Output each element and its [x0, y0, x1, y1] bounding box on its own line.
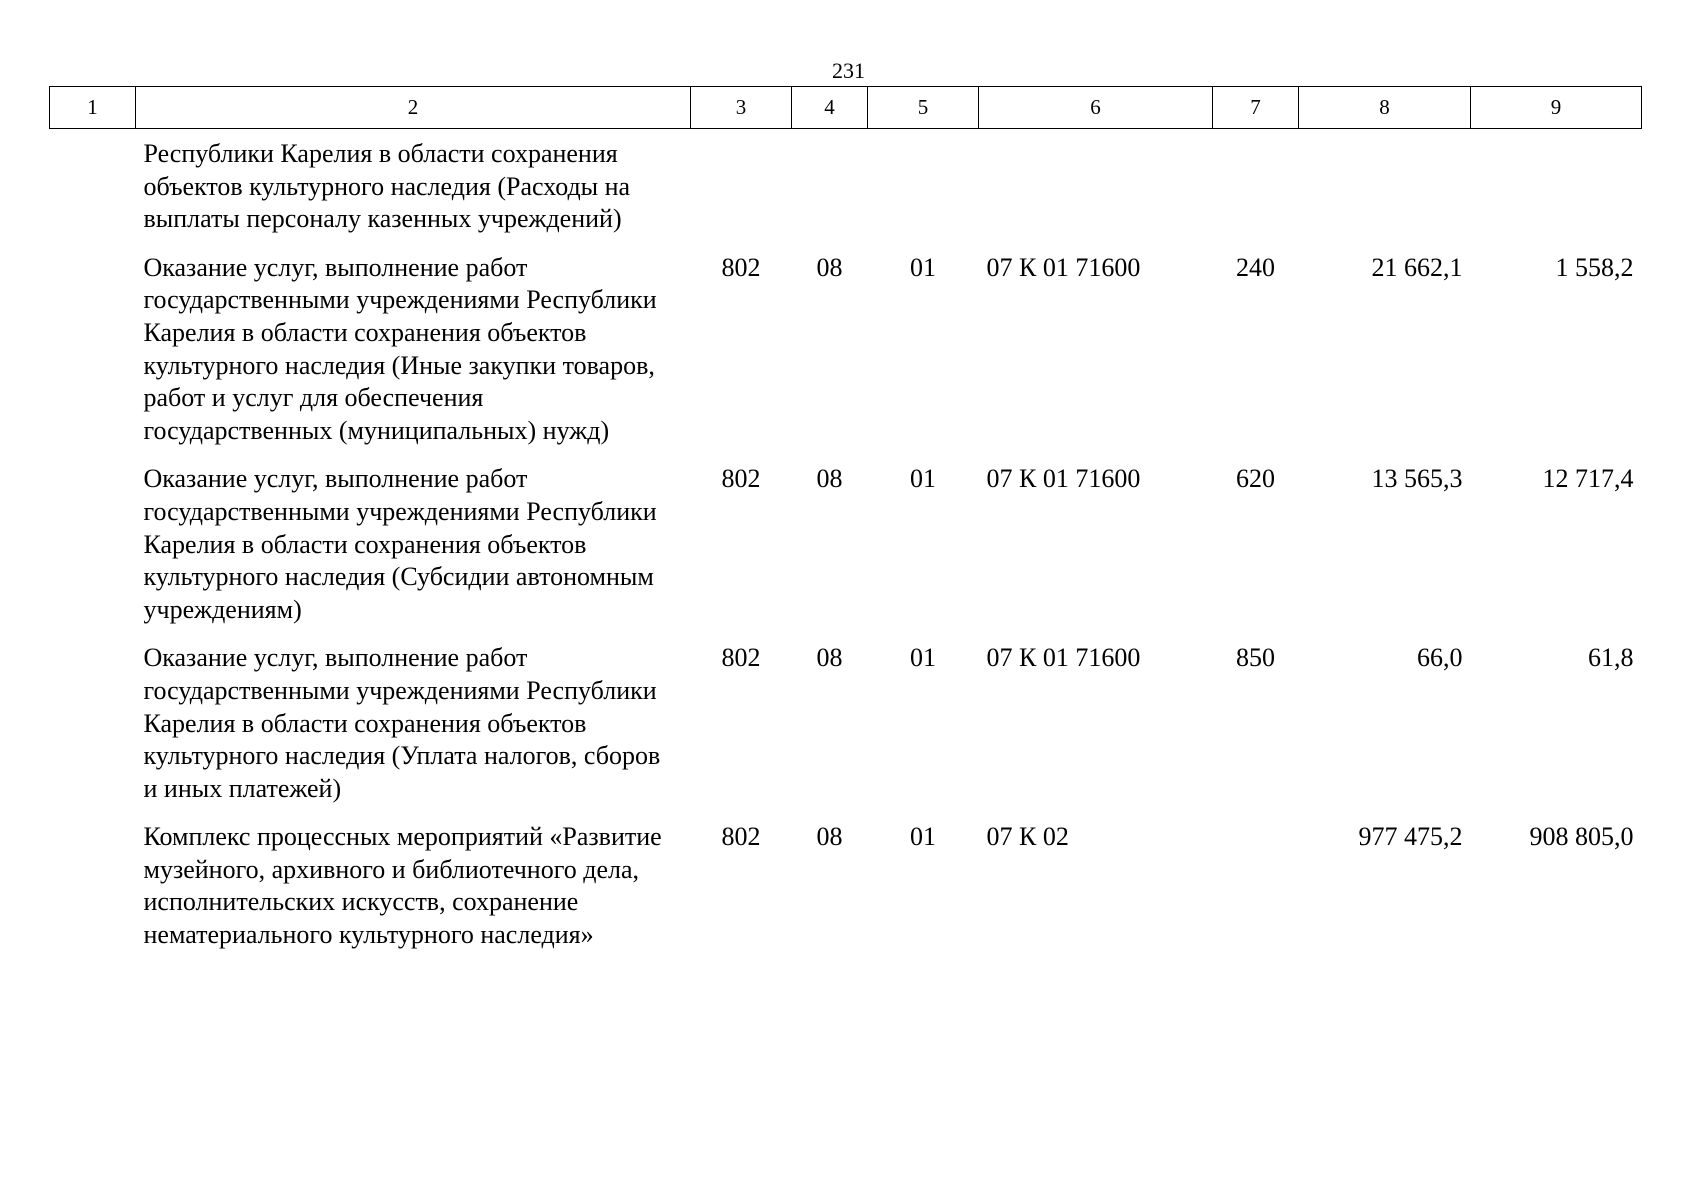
cell-description: Республики Карелия в области сохранения объектов культурного наследия (Расходы на выплаты персоналу казенных учреждений): [143, 139, 631, 234]
cell-target-article: [979, 129, 1213, 252]
cell-ministry-code: 802: [721, 464, 761, 494]
table-body: [50, 129, 1642, 952]
cell-section: 08: [816, 252, 843, 282]
cell-amount-8: 13 565,3: [1371, 464, 1463, 494]
cell-num: [50, 252, 136, 464]
cell-amount-9: 1 558,2: [1555, 252, 1634, 282]
cell-section: [792, 129, 868, 252]
table-row: [50, 821, 1642, 951]
cell-expense-type: 240: [1236, 252, 1275, 282]
table-row: [50, 252, 1642, 464]
header-col-9: 9: [1471, 87, 1642, 129]
table-row: [50, 463, 1642, 642]
cell-ministry-code: [691, 129, 792, 252]
cell-description: Оказание услуг, выполнение работ государственными учреждениями Республики Карелия в области сохранения объектов культурного наследия (Уплата налогов, сборов и иных платежей): [143, 643, 661, 803]
cell-section: 08: [816, 464, 843, 494]
cell-subsection: 01: [910, 252, 936, 282]
cell-target-article: 07 К 01 71600: [986, 252, 1141, 282]
budget-table: [49, 86, 1642, 952]
cell-section: 08: [816, 643, 843, 673]
header-col-3: 3: [691, 87, 792, 129]
cell-expense-type: 620: [1236, 464, 1275, 494]
header-col-8: 8: [1299, 87, 1471, 129]
cell-target-article: 07 К 01 71600: [986, 464, 1141, 494]
header-col-6: 6: [979, 87, 1213, 129]
cell-subsection: [868, 129, 979, 252]
cell-subsection: 01: [910, 643, 936, 673]
header-col-1: 1: [50, 87, 136, 129]
cell-description: Оказание услуг, выполнение работ государственными учреждениями Республики Карелия в области сохранения объектов культурного наследия (Иные закупки товаров, работ и услуг для обеспечения государственных (муниципальных) нужд): [143, 252, 657, 445]
header-col-5: 5: [868, 87, 979, 129]
cell-target-article: 07 К 01 71600: [986, 643, 1141, 673]
cell-expense-type: 850: [1236, 643, 1275, 673]
cell-amount-8: [1299, 129, 1471, 252]
table-row: [50, 642, 1642, 821]
cell-expense-type: [1213, 129, 1299, 252]
cell-num: [50, 129, 136, 252]
cell-subsection: 01: [910, 464, 936, 494]
header-col-7: 7: [1213, 87, 1299, 129]
cell-ministry-code: 802: [721, 252, 761, 282]
cell-subsection: 01: [910, 822, 936, 852]
table-header: [50, 87, 1642, 129]
header-col-2: 2: [136, 87, 691, 129]
header-row: [50, 87, 1642, 129]
cell-num: [50, 642, 136, 821]
page-number: 231: [832, 58, 865, 83]
cell-expense-type: [1213, 821, 1299, 951]
cell-num: [50, 463, 136, 642]
cell-target-article: 07 К 02: [986, 822, 1069, 852]
cell-amount-9: 12 717,4: [1542, 464, 1634, 494]
cell-ministry-code: 802: [721, 822, 761, 852]
cell-amount-8: 977 475,2: [1358, 822, 1463, 852]
cell-amount-9: 61,8: [1588, 643, 1634, 673]
cell-section: 08: [816, 822, 843, 852]
cell-amount-8: 21 662,1: [1371, 252, 1463, 282]
header-col-4: 4: [792, 87, 868, 129]
cell-amount-8: 66,0: [1417, 643, 1463, 673]
table-row: [50, 129, 1642, 252]
cell-ministry-code: 802: [721, 643, 761, 673]
cell-description: Комплекс процессных мероприятий «Развитие музейного, архивного и библиотечного дела, исполнительских искусств, сохранение нематериального культурного наследия»: [143, 822, 662, 950]
cell-amount-9: [1471, 129, 1642, 252]
cell-amount-9: 908 805,0: [1529, 822, 1634, 852]
cell-num: [50, 821, 136, 951]
cell-description: Оказание услуг, выполнение работ государственными учреждениями Республики Карелия в области сохранения объектов культурного наследия (Субсидии автономным учреждениям): [143, 464, 657, 624]
